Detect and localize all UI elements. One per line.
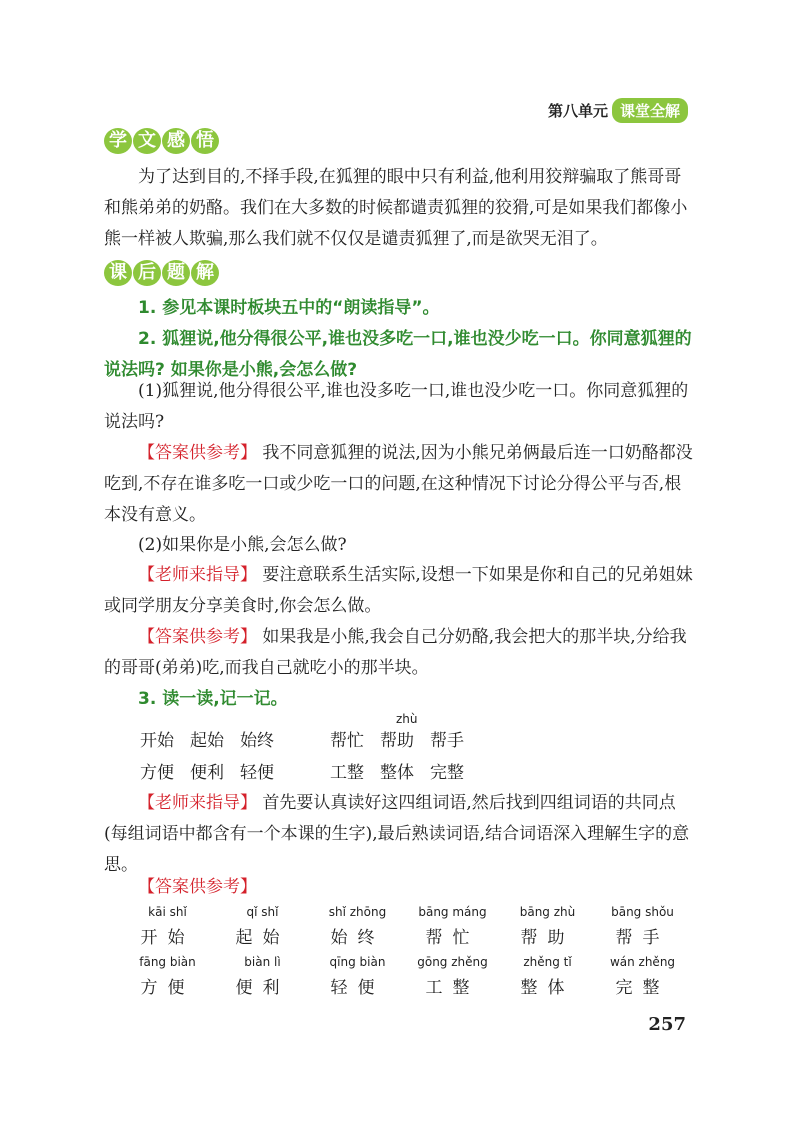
teacher-guide-2 xyxy=(104,788,696,881)
page-number: 257 xyxy=(648,1014,686,1035)
section-char: 课 xyxy=(104,260,132,286)
cell-word: 工整 xyxy=(425,978,480,998)
cell-word: 帮手 xyxy=(615,928,670,948)
word: 帮助 xyxy=(380,731,414,751)
cell-pinyin: biàn lì xyxy=(244,955,281,969)
word-row-2 xyxy=(140,758,480,783)
sub-question-1: (1)狐狸说,他分得很公平,谁也没多吃一口,谁也没少吃一口。你同意狐狸的说法吗? xyxy=(104,381,689,432)
word: 始终 xyxy=(240,731,274,751)
guide-tag: 【老师来指导】 xyxy=(138,565,257,585)
cell-word: 整体 xyxy=(520,978,575,998)
cell-pinyin: shǐ zhōng xyxy=(328,905,387,919)
section-title-study xyxy=(104,128,219,154)
cell-pinyin: gōng zhěng xyxy=(417,955,488,969)
cell-word: 始终 xyxy=(330,928,385,948)
pinyin-word-grid xyxy=(120,905,700,1005)
word: 帮手 xyxy=(430,731,464,751)
grid-cell xyxy=(215,905,310,955)
grid-cell xyxy=(120,905,215,955)
cell-word: 帮忙 xyxy=(425,928,480,948)
cell-word: 完整 xyxy=(615,978,670,998)
section-char: 文 xyxy=(133,128,161,154)
question-3: 3. 读一读,记一记。 xyxy=(138,689,288,709)
grid-cell xyxy=(310,905,405,955)
word: 轻便 xyxy=(240,763,274,783)
section-char: 解 xyxy=(191,260,219,286)
answer-2 xyxy=(104,622,696,684)
word-row-1 xyxy=(140,726,480,751)
guide-text: 首先要认真读好这四组词语,然后找到四组词语的共同点(每组词语中都含有一个本课的生字),最后熟读词语,结合词语深入理解生字的意思。 xyxy=(104,793,690,875)
header-badge: 课堂全解 xyxy=(612,98,688,123)
word: 帮忙 xyxy=(330,731,364,751)
grid-cell xyxy=(595,905,690,955)
sub-question-2: (2)如果你是小熊,会怎么做? xyxy=(138,535,347,555)
answer-3 xyxy=(104,872,696,903)
cell-pinyin: zhěng tǐ xyxy=(523,955,572,969)
unit-label: 第八单元 xyxy=(547,102,608,120)
teacher-guide-1 xyxy=(104,560,696,622)
answer-tag: 【答案供参考】 xyxy=(138,627,257,647)
cell-word: 开始 xyxy=(140,928,195,948)
grid-cell xyxy=(120,955,215,1005)
answer-1 xyxy=(104,438,696,531)
word: 整体 xyxy=(380,763,414,783)
grid-cell xyxy=(500,905,595,955)
word: 开始 xyxy=(140,731,174,751)
cell-pinyin: fāng biàn xyxy=(139,955,196,969)
cell-word: 便利 xyxy=(235,978,290,998)
word: 方便 xyxy=(140,763,174,783)
grid-row xyxy=(120,905,700,955)
grid-row xyxy=(120,955,700,1005)
section-title-exercises xyxy=(104,260,219,286)
cell-word: 帮助 xyxy=(520,928,575,948)
word: 起始 xyxy=(190,731,224,751)
answer-text: 我不同意狐狸的说法,因为小熊兄弟俩最后连一口奶酪都没吃到,不存在谁多吃一口或少吃一口的问题,在这种情况下讨论分得公平与否,根本没有意义。 xyxy=(104,443,693,525)
page-header xyxy=(548,98,688,123)
answer-tag: 【答案供参考】 xyxy=(138,443,257,463)
word: 完整 xyxy=(430,763,464,783)
grid-cell xyxy=(405,905,500,955)
cell-pinyin: bāng shǒu xyxy=(611,905,674,919)
section-char: 后 xyxy=(133,260,161,286)
cell-pinyin: qǐ shǐ xyxy=(246,905,279,919)
grid-cell xyxy=(500,955,595,1005)
grid-cell xyxy=(215,955,310,1005)
section-char: 学 xyxy=(104,128,132,154)
section-char: 感 xyxy=(162,128,190,154)
guide-tag: 【老师来指导】 xyxy=(138,793,257,813)
section-char: 题 xyxy=(162,260,190,286)
cell-pinyin: kāi shǐ xyxy=(148,905,187,919)
word: 便利 xyxy=(190,763,224,783)
guide-text: 要注意联系生活实际,设想一下如果是你和自己的兄弟姐妹或同学朋友分享美食时,你会怎么做。 xyxy=(104,565,693,616)
pinyin-zhu: zhù xyxy=(396,712,418,726)
answer-tag: 【答案供参考】 xyxy=(138,877,257,897)
word: 工整 xyxy=(330,763,364,783)
cell-word: 方便 xyxy=(140,978,195,998)
grid-cell xyxy=(310,955,405,1005)
question-2: 2. 狐狸说,他分得很公平,谁也没多吃一口,谁也没少吃一口。你同意狐狸的说法吗? 如果你是小熊,会怎么做? xyxy=(104,329,692,380)
reflection-paragraph: 为了达到目的,不择手段,在狐狸的眼中只有利益,他利用狡辩骗取了熊哥哥和熊弟弟的奶酪。我们在大多数的时候都谴责狐狸的狡猾,可是如果我们都像小熊一样被人欺骗,那么我们就不仅仅是谴责狐狸了,而是欲哭无泪了。 xyxy=(104,167,688,249)
cell-pinyin: bāng máng xyxy=(418,905,487,919)
cell-pinyin: bāng zhù xyxy=(519,905,576,919)
grid-cell xyxy=(595,955,690,1005)
question-1: 1. 参见本课时板块五中的“朗读指导”。 xyxy=(138,298,440,318)
grid-cell xyxy=(405,955,500,1005)
answer-text: 如果我是小熊,我会自己分奶酪,我会把大的那半块,分给我的哥哥(弟弟)吃,而我自己就吃小的那半块。 xyxy=(104,627,687,678)
section-char: 悟 xyxy=(191,128,219,154)
cell-pinyin: qīng biàn xyxy=(329,955,386,969)
cell-word: 起始 xyxy=(235,928,290,948)
cell-pinyin: wán zhěng xyxy=(609,955,676,969)
cell-word: 轻便 xyxy=(330,978,385,998)
